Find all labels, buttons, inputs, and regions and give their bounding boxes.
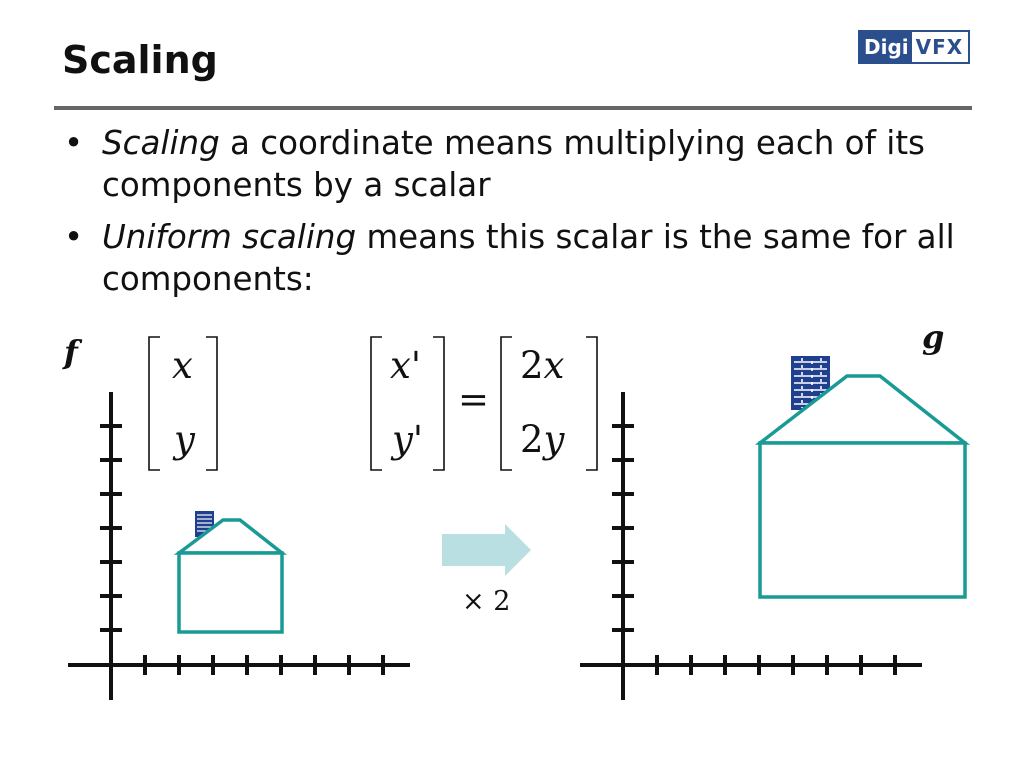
vector-x: x <box>172 344 193 387</box>
bracket-left-xprime <box>371 337 382 470</box>
bullet-text: means this scalar is the same for all components: <box>102 218 955 298</box>
function-label-f: f <box>64 333 78 371</box>
function-label-g: g <box>922 318 945 356</box>
big-house-body <box>760 443 965 597</box>
result-top-coefficient: 2 <box>520 344 544 387</box>
small-house-body <box>179 553 282 632</box>
bracket-right-result <box>586 337 597 470</box>
bullet-text: a coordinate means multiplying each of its components by a scalar <box>102 124 925 204</box>
slide-title: Scaling <box>62 38 218 82</box>
result-top <box>520 344 564 387</box>
vector-y: y <box>174 418 195 461</box>
bracket-right-xy <box>206 337 217 470</box>
vector-x-prime: x' <box>390 344 422 387</box>
result-bottom-coefficient: 2 <box>520 418 544 461</box>
big-house <box>760 376 965 597</box>
vector-y-prime: y' <box>392 418 424 461</box>
bullet-dot: • <box>64 124 84 162</box>
logo-part-b: VFX <box>915 35 964 59</box>
equals-sign: = <box>458 378 490 421</box>
result-bottom-variable: y <box>543 418 565 461</box>
small-house <box>179 520 282 632</box>
result-bottom <box>520 418 564 461</box>
big-house-roof <box>760 376 965 443</box>
scaling-arrow <box>442 524 531 576</box>
bullet-dot: • <box>64 218 84 256</box>
multiplier-label: × 2 <box>462 586 511 617</box>
bullet-emphasis: Uniform scaling <box>102 218 357 256</box>
result-top-variable: x <box>543 344 565 387</box>
bullet-emphasis: Scaling <box>102 124 220 162</box>
bracket-left-xy <box>149 337 160 470</box>
small-house-roof <box>179 520 282 553</box>
bracket-right-xprime <box>433 337 444 470</box>
logo-part-a: Digi <box>860 32 912 62</box>
bracket-left-result <box>501 337 512 470</box>
